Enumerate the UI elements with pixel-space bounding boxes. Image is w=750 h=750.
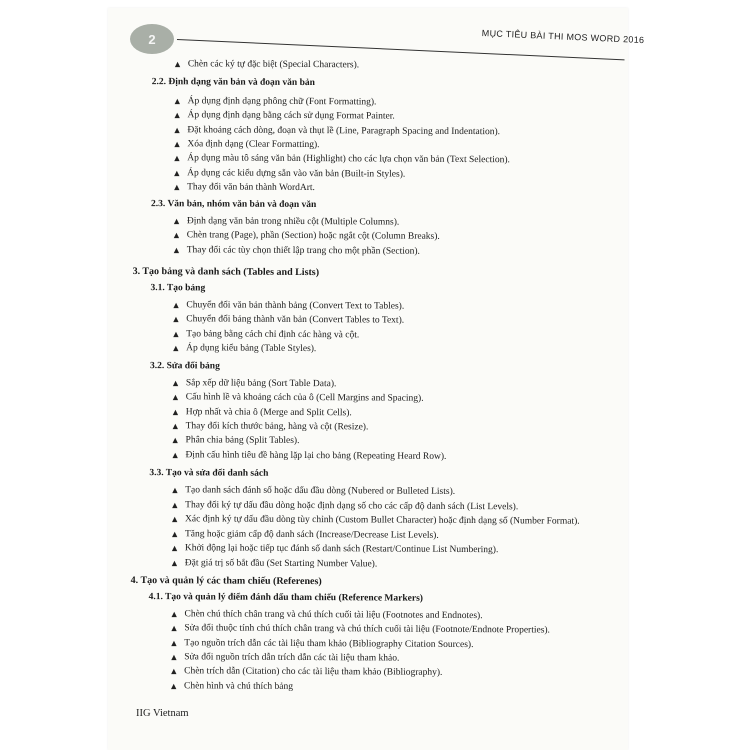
section-heading-2-3: 2.3. Văn bản, nhóm văn bản và đoạn văn <box>150 199 317 211</box>
list-item <box>172 484 455 498</box>
triangle-bullet-icon: ▲ <box>174 111 180 120</box>
list-item <box>171 622 550 636</box>
footer-text: IIG Vietnam <box>136 708 189 719</box>
list-item-text: Chèn hình và chú thích bảng <box>184 680 294 692</box>
triangle-bullet-icon: ▲ <box>174 168 180 177</box>
page-number: 2 <box>148 31 156 47</box>
list-item-text: Xác định ký tự dấu đầu dòng tùy chỉnh (Custom Bullet Character) hoặc định dạng số (Number Format). <box>185 514 580 527</box>
list-item-text: Áp dụng định dạng bằng cách sử dụng Format Painter. <box>187 110 395 122</box>
list-item <box>171 608 482 622</box>
triangle-bullet-icon: ▲ <box>171 530 178 539</box>
list-item-text: Chuyển đổi văn bản thành bảng (Convert Text to Tables). <box>186 300 405 312</box>
list-item-text: Thay đổi các tùy chọn thiết lập trang cho một phần (Section). <box>186 244 420 257</box>
triangle-bullet-icon: ▲ <box>174 125 180 134</box>
list-item <box>172 449 446 463</box>
triangle-bullet-icon: ▲ <box>174 60 181 69</box>
triangle-bullet-icon: ▲ <box>172 379 179 388</box>
list-item-text: Chèn trích dẫn (Citation) cho các tài liệu tham khảo (Bibliography). <box>184 666 443 679</box>
list-item <box>172 513 580 527</box>
triangle-bullet-icon: ▲ <box>172 393 179 402</box>
list-item <box>173 434 300 447</box>
triangle-bullet-icon: ▲ <box>173 329 179 338</box>
header-title: MỤC TIÊU BÀI THI MOS WORD 2016 <box>481 28 645 46</box>
list-item <box>173 406 352 419</box>
list-item-text: Hợp nhất và chia ô (Merge and Split Cells). <box>185 406 352 418</box>
list-item-text: Cấu hình lề và khoảng cách của ô (Cell Margins and Spacing). <box>185 392 424 405</box>
triangle-bullet-icon: ▲ <box>174 154 180 163</box>
list-item-text: Áp dụng màu tô sáng văn bản (Highlight) cho các lựa chọn văn bản (Text Selection). <box>187 153 510 166</box>
triangle-bullet-icon: ▲ <box>173 231 180 240</box>
list-item-text: Thay đổi kích thước bảng, hàng và cột (Resize). <box>185 421 369 433</box>
page-number-badge <box>130 24 174 54</box>
list-item <box>174 152 510 166</box>
section-heading-4-1: 4.1. Tạo và quản lý điểm đánh dấu tham chiếu (Reference Markers) <box>148 592 423 604</box>
list-item-text: Tạo danh sách đánh số hoặc dấu đầu dòng (Nubered or Bulleted Lists). <box>185 485 456 497</box>
list-item-text: Khởi động lại hoặc tiếp tục đánh số danh sách (Restart/Continue List Numbering). <box>184 543 499 556</box>
triangle-bullet-icon: ▲ <box>173 245 180 254</box>
list-item <box>172 557 377 570</box>
list-item-text: Áp dụng định dạng phông chữ (Font Formatting). <box>187 96 377 108</box>
triangle-bullet-icon: ▲ <box>173 217 180 226</box>
list-item-text: Chèn chú thích chân trang và chú thích cuối tài liệu (Footnotes and Endnotes). <box>184 609 483 622</box>
list-item-text: Thay đổi ký tự dấu đầu dòng hoặc định dạng số cho các cấp độ danh sách (List Levels). <box>185 499 519 512</box>
list-item <box>174 181 315 194</box>
list-item <box>174 230 440 244</box>
section-heading-3-2: 3.2. Sửa đổi bảng <box>149 361 220 372</box>
list-item <box>174 124 500 138</box>
triangle-bullet-icon: ▲ <box>171 559 178 568</box>
list-item <box>171 651 399 664</box>
triangle-bullet-icon: ▲ <box>173 344 179 353</box>
triangle-bullet-icon: ▲ <box>171 653 177 662</box>
triangle-bullet-icon: ▲ <box>171 544 178 553</box>
list-item <box>173 420 369 433</box>
triangle-bullet-icon: ▲ <box>171 667 177 676</box>
list-item-text: Xóa định dạng (Clear Formatting). <box>187 139 320 150</box>
section-heading-3-3: 3.3. Tạo và sửa đổi danh sách <box>149 468 269 479</box>
chapter-heading-3: 3. Tạo bảng và danh sách (Tables and Lists) <box>132 265 320 279</box>
triangle-bullet-icon: ▲ <box>171 638 177 647</box>
triangle-bullet-icon: ▲ <box>171 681 177 690</box>
triangle-bullet-icon: ▲ <box>172 422 179 431</box>
list-item <box>173 342 316 355</box>
list-item <box>172 499 518 513</box>
triangle-bullet-icon: ▲ <box>174 97 181 106</box>
triangle-bullet-icon: ▲ <box>174 140 180 149</box>
list-item <box>175 95 377 108</box>
list-item-text: Định dạng văn bản trong nhiều cột (Multiple Columns). <box>186 216 400 228</box>
list-item-text: Sắp xếp dữ liệu bảng (Sort Table Data). <box>185 378 337 390</box>
list-item <box>175 110 395 123</box>
list-item-text: Sửa đổi nguồn trích dẫn trích dẫn các tài liệu tham khảo. <box>184 652 400 664</box>
list-item <box>171 665 442 679</box>
list-item-text: Chèn trang (Page), phần (Section) hoặc ngắt cột (Column Breaks). <box>186 230 440 243</box>
list-item-text: Chuyển đổi bảng thành văn bản (Convert Tables to Text). <box>186 314 405 326</box>
section-heading-2-2: 2.2. Định dạng văn bản và đoạn văn bản <box>151 77 315 89</box>
triangle-bullet-icon: ▲ <box>171 610 177 619</box>
list-item <box>172 543 499 557</box>
list-item-text: Định cấu hình tiêu đề hàng lặp lại cho bảng (Repeating Heard Row). <box>185 449 447 462</box>
list-item: ▲ Chèn các ký tự đặc biệt (Special Characters). <box>174 59 360 71</box>
list-item <box>174 167 405 180</box>
list-item <box>173 392 424 406</box>
list-item-text: Phân chia bảng (Split Tables). <box>185 435 300 447</box>
triangle-bullet-icon: ▲ <box>172 436 178 445</box>
triangle-bullet-icon: ▲ <box>173 315 179 324</box>
list-item-text: Tạo nguồn trích dẫn các tài liệu tham khảo (Bibliography Citation Sources). <box>184 637 474 650</box>
list-item-text: Áp dụng kiểu bảng (Table Styles). <box>186 343 317 354</box>
triangle-bullet-icon: ▲ <box>173 301 179 310</box>
list-item <box>171 680 293 693</box>
triangle-bullet-icon: ▲ <box>172 515 178 524</box>
triangle-bullet-icon: ▲ <box>171 624 177 633</box>
list-item <box>173 377 337 390</box>
list-item-text: Đặt giá trị số bắt đầu (Set Starting Number Value). <box>184 558 378 570</box>
list-item <box>171 637 473 651</box>
section-heading-3-1: 3.1. Tạo bảng <box>150 283 206 294</box>
chapter-heading-4: 4. Tạo và quản lý các tham chiếu (Referenes) <box>130 574 322 588</box>
list-item-text: Đặt khoảng cách dòng, đoạn và thụt lề (Line, Paragraph Spacing and Indentation). <box>187 124 501 137</box>
triangle-bullet-icon: ▲ <box>172 500 178 509</box>
list-item-text: Thay đổi văn bản thành WordArt. <box>187 182 315 193</box>
triangle-bullet-icon: ▲ <box>172 450 178 459</box>
list-item <box>173 328 359 341</box>
list-item-text: Sửa đổi thuộc tính chú thích chân trang và chú thích cuối tài liệu (Footnote/Endnote Properties). <box>184 623 550 636</box>
list-item <box>173 314 404 327</box>
triangle-bullet-icon: ▲ <box>172 407 179 416</box>
list-item <box>174 138 319 151</box>
list-item <box>172 528 439 542</box>
list-item <box>174 215 399 228</box>
list-item <box>173 299 404 312</box>
triangle-bullet-icon: ▲ <box>174 183 180 192</box>
list-item-text: Áp dụng các kiểu dựng sẵn vào văn bản (Built-in Styles). <box>187 167 406 180</box>
list-item-text: Tạo bảng bằng cách chỉ định các hàng và cột. <box>186 328 360 340</box>
list-item <box>174 244 420 258</box>
list-item-text: Tăng hoặc giảm cấp độ danh sách (Increase/Decrease List Levels). <box>184 529 439 541</box>
triangle-bullet-icon: ▲ <box>172 486 178 495</box>
